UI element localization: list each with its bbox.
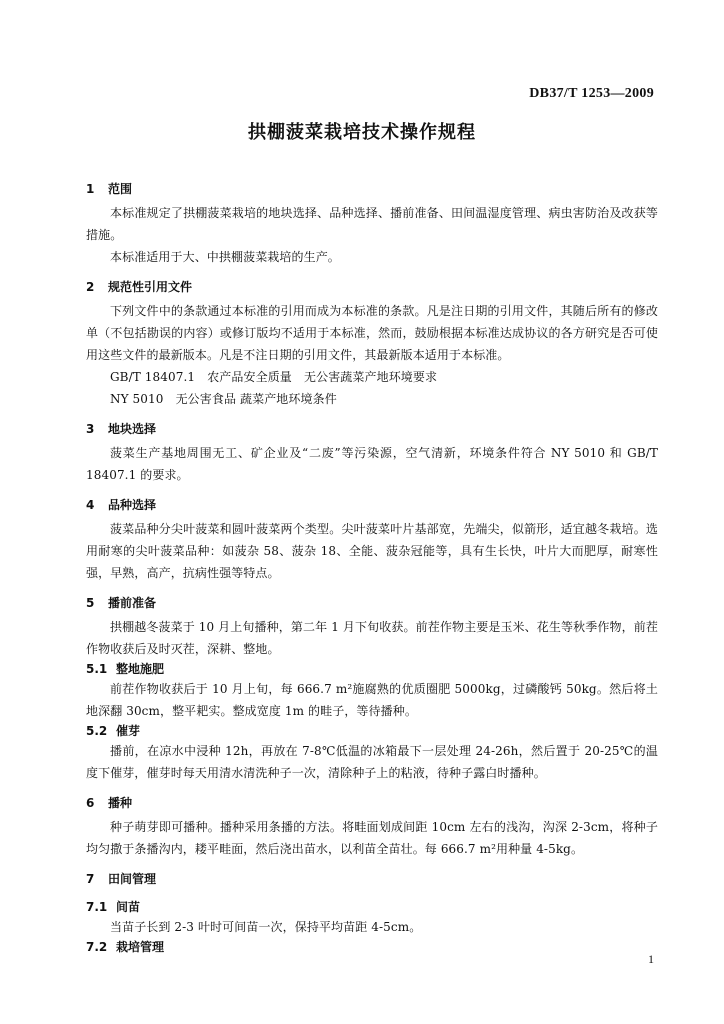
section-number: 2 [86,280,95,294]
paragraph: 种子萌芽即可播种。播种采用条播的方法。将畦面划成间距 10cm 左右的浅沟，沟深 2-3cm，将种子均匀撒于条播沟内，耧平畦面，然后浇出苗水，以利苗全苗壮。每 666.7 m²用种量 4-5kg。 [86,820,658,856]
section-heading-1 [86,180,658,198]
paragraph: 菠菜品种分尖叶菠菜和圆叶菠菜两个类型。尖叶菠菜叶片基部宽，先端尖，似箭形，适宜越冬栽培。选用耐寒的尖叶菠菜品种：如菠杂 58、菠杂 18、全能、菠杂冠能等，具有生长快，叶片大而肥厚，耐寒性强，早熟，高产，抗病性强等特点。 [86,522,658,580]
section-heading-5 [86,594,658,612]
section-number: 5 [86,596,95,610]
section-number: 7.1 [86,900,108,914]
section-number: 5.2 [86,724,108,738]
page-number: 1 [648,952,654,966]
section-number: 6 [86,796,95,810]
section-heading-6 [86,794,658,812]
reference-item: GB/T 18407.1 农产品安全质量 无公害蔬菜产地环境要求 [110,370,438,384]
section-number: 3 [86,422,95,436]
section-title: 范围 [108,182,133,196]
section-number: 5.1 [86,662,108,676]
section-title: 播种 [108,796,133,810]
section-number: 7 [86,872,95,886]
section-number: 4 [86,498,95,512]
document-title: 拱棚菠菜栽培技术操作规程 [248,122,476,143]
subsection-heading-5-1 [86,660,658,678]
paragraph: 拱棚越冬菠菜于 10 月上旬播种，第二年 1 月下旬收获。前茬作物主要是玉米、花生等秋季作物，前茬作物收获后及时灭茬，深耕、整地。 [86,620,658,656]
subsection-heading-7-1 [86,898,658,916]
paragraph: 当苗子长到 2-3 叶时可间苗一次，保持平均苗距 4-5cm。 [110,920,422,934]
section-heading-2 [86,278,658,296]
section-title: 整地施肥 [116,662,165,676]
section-heading-7 [86,870,658,888]
paragraph: 前茬作物收获后于 10 月上旬，每 666.7 m²施腐熟的优质圈肥 5000kg，过磷酸钙 50kg。然后将土地深翻 30cm，整平耙实。整成宽度 1m 的畦子，等待播种。 [86,682,658,718]
section-title: 催芽 [116,724,141,738]
section-title: 田间管理 [108,872,157,886]
section-number: 1 [86,182,95,196]
section-title: 栽培管理 [116,940,165,954]
section-heading-4 [86,496,658,514]
section-title: 播前准备 [108,596,157,610]
reference-item: NY 5010 无公害食品 蔬菜产地环境条件 [110,392,337,406]
section-title: 地块选择 [108,422,157,436]
standard-number: DB37/T 1253—2009 [529,86,654,101]
section-title: 品种选择 [108,498,157,512]
subsection-heading-5-2 [86,722,658,740]
paragraph: 菠菜生产基地周围无工、矿企业及“二废”等污染源，空气清新，环境条件符合 NY 5010 和 GB/T 18407.1 的要求。 [86,446,658,482]
subsection-heading-7-2 [86,938,658,956]
section-title: 规范性引用文件 [108,280,193,294]
section-title: 间苗 [116,900,141,914]
section-number: 7.2 [86,940,108,954]
paragraph: 本标准规定了拱棚菠菜栽培的地块选择、品种选择、播前准备、田间温湿度管理、病虫害防治及改获等措施。 [86,206,658,242]
paragraph: 本标准适用于大、中拱棚菠菜栽培的生产。 [110,250,340,264]
paragraph: 下列文件中的条款通过本标准的引用而成为本标准的条款。凡是注日期的引用文件，其随后所有的修改单（不包括勘误的内容）或修订版均不适用于本标准，然而，鼓励根据本标准达成协议的各方研究是否可使用这些文件的最新版本。凡是不注日期的引用文件，其最新版本适用于本标准。 [86,304,658,362]
section-heading-3 [86,420,658,438]
paragraph: 播前，在凉水中浸种 12h，再放在 7-8℃低温的冰箱最下一层处理 24-26h，然后置于 20-25℃的温度下催芽，催芽时每天用清水清洗种子一次，清除种子上的粘液，待种子露白时播种。 [86,744,658,780]
document-body [86,180,658,956]
